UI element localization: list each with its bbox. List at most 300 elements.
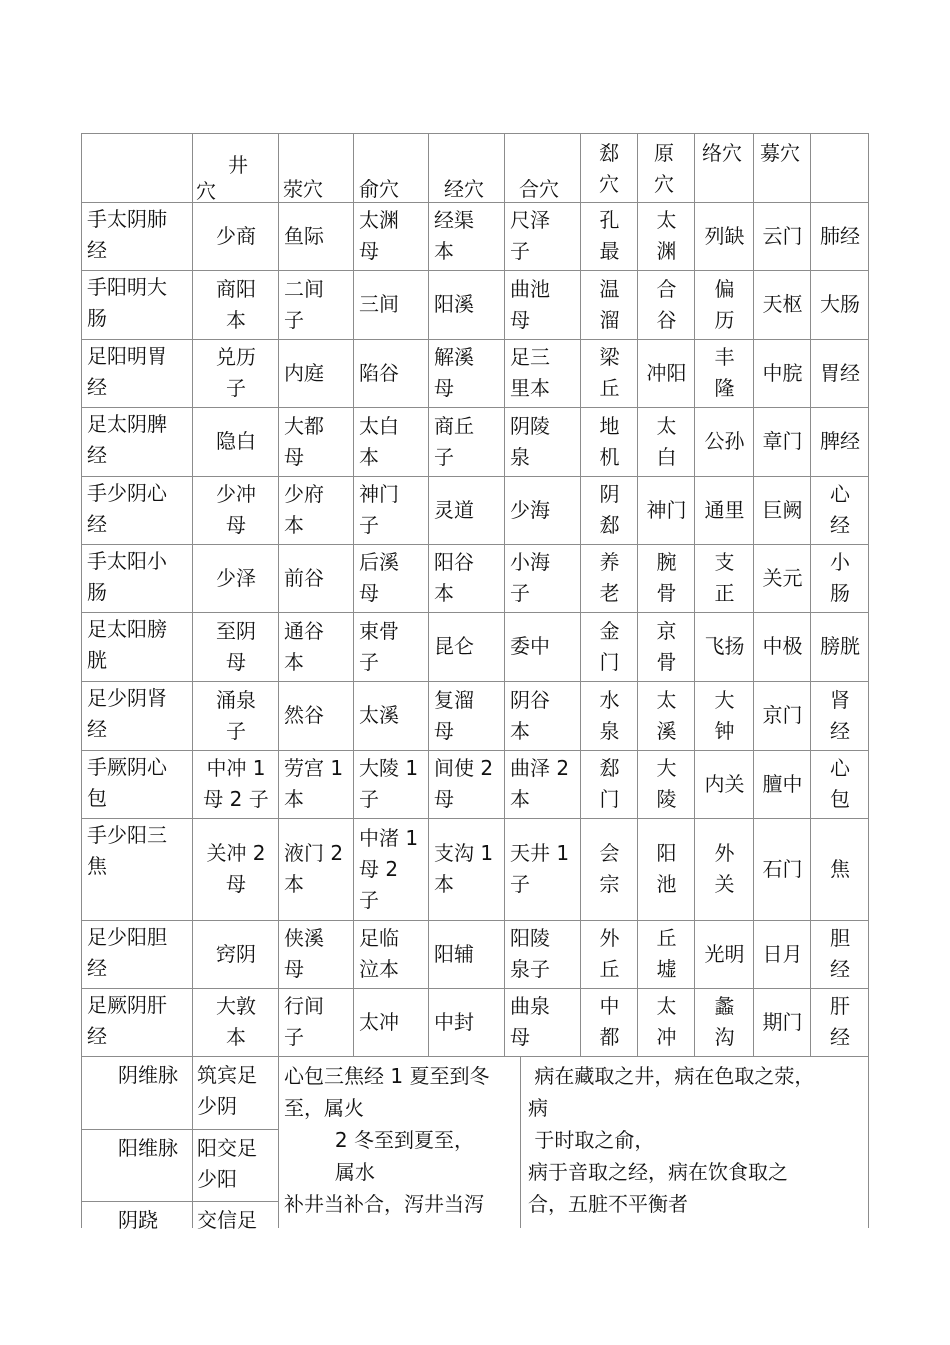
row-1-jingxue-cell-line: 本 bbox=[434, 239, 454, 263]
row-6-name-cell bbox=[87, 546, 188, 608]
row-11-shu-cell-line: 泣本 bbox=[359, 957, 399, 981]
row-10-jing-cell bbox=[198, 838, 274, 900]
row-5-he-cell bbox=[510, 495, 576, 526]
bottom-right-note-line: 病在藏取之井，病在色取之荥， bbox=[528, 1064, 815, 1088]
row-1-shu-cell-line: 母 bbox=[359, 239, 379, 263]
row-6-yuan-cell-line: 腕 bbox=[656, 550, 677, 574]
row-9-mu-cell bbox=[759, 769, 806, 800]
table-row-line bbox=[81, 270, 869, 271]
row-3-last-cell-line: 胃经 bbox=[820, 361, 860, 385]
row-10-jing-cell-line: 关冲 2 bbox=[206, 841, 266, 865]
row-2-he-cell-line: 曲池 bbox=[510, 277, 550, 301]
row-10-he-cell-line: 天井 1 bbox=[510, 841, 570, 865]
row-3-shu-cell-line: 陷谷 bbox=[359, 361, 399, 385]
row-8-name-cell-line: 足少阴肾 bbox=[87, 686, 167, 710]
row-10-shu-cell-line: 中渚 1 bbox=[359, 826, 419, 850]
row-11-yuan-cell-line: 丘 bbox=[656, 926, 677, 950]
row-12-he-cell-line: 母 bbox=[510, 1025, 530, 1049]
row-10-yuan-cell bbox=[643, 838, 690, 900]
row-7-jingxue-cell bbox=[434, 631, 500, 662]
row-3-mu-cell bbox=[759, 358, 806, 389]
row-4-he-cell bbox=[510, 411, 576, 473]
row-7-yuan-cell bbox=[643, 616, 690, 678]
row-6-xi-cell-line: 养 bbox=[599, 550, 620, 574]
header-luo: 络穴 bbox=[702, 141, 742, 165]
row-11-jing-cell bbox=[198, 939, 274, 970]
row-7-ying-cell-line: 通谷 bbox=[284, 619, 324, 643]
row-3-he-cell-line: 足三 bbox=[510, 345, 550, 369]
row-8-jing-cell-line: 子 bbox=[226, 719, 246, 743]
row-10-ying-cell-line: 液门 2 bbox=[284, 841, 344, 865]
row-3-luo-cell bbox=[700, 342, 749, 404]
row-5-shu-cell bbox=[359, 479, 424, 541]
row-3-jingxue-cell bbox=[434, 342, 500, 404]
table-row-line bbox=[81, 681, 869, 682]
row-5-name-cell bbox=[87, 478, 188, 540]
row-3-luo-cell-line: 丰 bbox=[714, 345, 735, 369]
table-column-line bbox=[810, 133, 811, 1056]
table-row-line bbox=[81, 988, 869, 989]
row-9-yuan-cell bbox=[643, 753, 690, 815]
row-6-yuan-cell bbox=[643, 547, 690, 609]
row-8-xi-cell bbox=[586, 685, 633, 747]
row-6-shu-cell-line: 后溪 bbox=[359, 550, 399, 574]
row-9-luo-cell bbox=[700, 769, 749, 800]
row-5-jing-cell-line: 少冲 bbox=[216, 482, 256, 506]
row-1-last-cell-line: 肺经 bbox=[820, 224, 860, 248]
table-column-line bbox=[637, 133, 638, 1056]
table-column-line bbox=[868, 133, 869, 1056]
mai-xue-3-line: 交信足 bbox=[197, 1208, 257, 1232]
row-5-jingxue-cell bbox=[434, 495, 500, 526]
row-6-xi-cell bbox=[586, 547, 633, 609]
row-6-luo-cell bbox=[700, 547, 749, 609]
row-2-jingxue-cell bbox=[434, 289, 500, 320]
row-12-xi-cell-line: 中 bbox=[599, 994, 620, 1018]
row-6-mu-cell bbox=[759, 563, 806, 594]
row-11-he-cell-line: 阳陵 bbox=[510, 926, 550, 950]
row-9-luo-cell-line: 内关 bbox=[704, 772, 745, 796]
row-12-last-cell bbox=[816, 991, 864, 1053]
row-1-xi-cell-line: 孔 bbox=[599, 208, 620, 232]
row-12-yuan-cell bbox=[643, 991, 690, 1053]
row-10-shu-cell bbox=[359, 823, 424, 916]
row-9-jingxue-cell-line: 间使 2 bbox=[434, 756, 494, 780]
row-10-name-cell-line: 手少阳三 bbox=[87, 823, 167, 847]
row-7-luo-cell-line: 飞扬 bbox=[704, 634, 745, 658]
row-11-last-cell-line: 经 bbox=[830, 957, 850, 981]
row-2-ying-cell bbox=[284, 274, 349, 336]
table-row-line bbox=[81, 1056, 869, 1057]
row-10-ying-cell-line: 本 bbox=[284, 872, 304, 896]
row-11-last-cell bbox=[816, 923, 864, 985]
row-12-name-cell-line: 足厥阴肝 bbox=[87, 993, 167, 1017]
row-1-ying-cell bbox=[284, 221, 349, 252]
row-12-luo-cell bbox=[700, 991, 749, 1053]
table-row-line bbox=[81, 612, 869, 613]
row-11-ying-cell bbox=[284, 923, 349, 985]
row-6-luo-cell-line: 正 bbox=[714, 581, 735, 605]
row-10-xi-cell bbox=[586, 838, 633, 900]
row-2-ying-cell-line: 子 bbox=[284, 308, 304, 332]
row-3-xi-cell-line: 梁 bbox=[599, 345, 620, 369]
row-11-jingxue-cell bbox=[434, 939, 500, 970]
row-4-yuan-cell-line: 白 bbox=[656, 445, 677, 469]
row-1-mu-cell bbox=[759, 221, 806, 252]
row-6-last-cell-line: 小 bbox=[830, 550, 850, 574]
row-3-mu-cell-line: 中脘 bbox=[762, 361, 803, 385]
row-10-last-cell-line: 焦 bbox=[830, 857, 850, 881]
row-4-jing-cell-line: 隐白 bbox=[216, 429, 256, 453]
row-12-jingxue-cell bbox=[434, 1007, 500, 1038]
table-row-line bbox=[81, 339, 869, 340]
bottom-middle-note-line: 属水 bbox=[284, 1160, 375, 1184]
row-4-xi-cell bbox=[586, 411, 633, 473]
row-5-ying-cell-line: 本 bbox=[284, 513, 304, 537]
row-5-last-cell-line: 经 bbox=[830, 513, 850, 537]
row-7-name-cell-line: 足太阳膀 bbox=[87, 617, 167, 641]
row-6-last-cell-line: 肠 bbox=[830, 581, 850, 605]
row-7-mu-cell bbox=[759, 631, 806, 662]
row-12-xi-cell-line: 都 bbox=[599, 1025, 620, 1049]
bottom-middle-note-line: 至，属火 bbox=[284, 1096, 364, 1120]
row-6-shu-cell bbox=[359, 547, 424, 609]
row-5-mu-cell-line: 巨阙 bbox=[762, 498, 803, 522]
header-yuan-line: 穴 bbox=[654, 172, 674, 196]
row-5-shu-cell-line: 子 bbox=[359, 513, 379, 537]
row-8-yuan-cell bbox=[643, 685, 690, 747]
row-1-jing-cell bbox=[198, 221, 274, 252]
row-12-yuan-cell-line: 太 bbox=[656, 994, 677, 1018]
row-9-last-cell-line: 心 bbox=[830, 756, 850, 780]
row-2-yuan-cell-line: 合 bbox=[656, 277, 677, 301]
row-2-last-cell-line: 大肠 bbox=[820, 292, 860, 316]
row-9-name-cell bbox=[87, 752, 188, 814]
row-9-shu-cell-line: 子 bbox=[359, 787, 379, 811]
row-10-luo-cell-line: 外 bbox=[714, 841, 735, 865]
row-5-shu-cell-line: 神门 bbox=[359, 482, 399, 506]
row-9-ying-cell-line: 本 bbox=[284, 787, 304, 811]
row-12-last-cell-line: 经 bbox=[830, 1025, 850, 1049]
row-2-xi-cell-line: 温 bbox=[599, 277, 620, 301]
bottom-right-border bbox=[868, 1056, 869, 1228]
bottom-xue-divider bbox=[278, 1056, 279, 1228]
row-2-he-cell bbox=[510, 274, 576, 336]
row-10-yuan-cell-line: 阳 bbox=[656, 841, 677, 865]
table-row-line bbox=[81, 818, 869, 819]
mai-xue-3 bbox=[197, 1205, 277, 1236]
row-6-jing-cell-line: 少泽 bbox=[216, 566, 256, 590]
row-11-xi-cell-line: 外 bbox=[599, 926, 620, 950]
row-3-jingxue-cell-line: 解溪 bbox=[434, 345, 474, 369]
row-8-mu-cell-line: 京门 bbox=[762, 703, 803, 727]
table-column-line bbox=[694, 133, 695, 1056]
row-8-jingxue-cell-line: 母 bbox=[434, 719, 454, 743]
row-6-he-cell-line: 子 bbox=[510, 581, 530, 605]
row-11-yuan-cell bbox=[643, 923, 690, 985]
row-8-xi-cell-line: 泉 bbox=[599, 719, 620, 743]
row-4-ying-cell-line: 母 bbox=[284, 445, 304, 469]
row-1-jing-cell-line: 少商 bbox=[216, 224, 256, 248]
row-11-he-cell bbox=[510, 923, 576, 985]
row-11-luo-cell-line: 光明 bbox=[704, 942, 745, 966]
row-12-jing-cell bbox=[198, 991, 274, 1053]
table-column-line bbox=[580, 133, 581, 1056]
row-7-shu-cell-line: 子 bbox=[359, 650, 379, 674]
header-jingxue: 经穴 bbox=[444, 177, 484, 201]
row-8-he-cell-line: 阴谷 bbox=[510, 688, 550, 712]
row-4-mu-cell bbox=[759, 426, 806, 457]
row-2-luo-cell-line: 偏 bbox=[714, 277, 735, 301]
row-4-last-cell bbox=[816, 426, 864, 457]
row-11-he-cell-line: 泉子 bbox=[510, 957, 550, 981]
table-column-line bbox=[753, 133, 754, 1056]
row-10-luo-cell-line: 关 bbox=[714, 872, 735, 896]
row-4-yuan-cell-line: 太 bbox=[656, 414, 677, 438]
row-1-luo-cell-line: 列缺 bbox=[704, 224, 745, 248]
row-6-last-cell bbox=[816, 547, 864, 609]
row-5-last-cell bbox=[816, 479, 864, 541]
row-11-mu-cell bbox=[759, 939, 806, 970]
row-7-he-cell bbox=[510, 631, 576, 662]
bottom-note-divider bbox=[520, 1056, 521, 1228]
header-mu: 募穴 bbox=[760, 141, 800, 165]
row-2-name-cell-line: 肠 bbox=[87, 306, 107, 330]
row-1-he-cell-line: 子 bbox=[510, 239, 530, 263]
header-yuan-line: 原 bbox=[654, 141, 674, 165]
row-11-name-cell bbox=[87, 922, 188, 984]
table-column-line bbox=[428, 133, 429, 1056]
row-6-he-cell-line: 小海 bbox=[510, 550, 550, 574]
header-jing-bottom bbox=[196, 176, 226, 207]
row-5-mu-cell bbox=[759, 495, 806, 526]
row-3-name-cell bbox=[87, 341, 188, 403]
row-12-shu-cell-line: 太冲 bbox=[359, 1010, 399, 1034]
row-3-he-cell-line: 里本 bbox=[510, 376, 550, 400]
row-1-shu-cell bbox=[359, 205, 424, 267]
row-7-ying-cell bbox=[284, 616, 349, 678]
row-2-jing-cell-line: 本 bbox=[226, 308, 246, 332]
row-1-luo-cell bbox=[700, 221, 749, 252]
row-9-jing-cell-line: 中冲 1 bbox=[206, 756, 266, 780]
row-5-luo-cell bbox=[700, 495, 749, 526]
row-12-yuan-cell-line: 冲 bbox=[656, 1025, 677, 1049]
row-6-ying-cell bbox=[284, 563, 349, 594]
row-4-shu-cell-line: 本 bbox=[359, 445, 379, 469]
row-4-luo-cell-line: 公孙 bbox=[704, 429, 745, 453]
row-9-he-cell bbox=[510, 753, 576, 815]
row-2-mu-cell-line: 天枢 bbox=[762, 292, 803, 316]
row-1-yuan-cell bbox=[643, 205, 690, 267]
row-7-jingxue-cell-line: 昆仑 bbox=[434, 634, 474, 658]
row-1-last-cell bbox=[816, 221, 864, 252]
row-11-mu-cell-line: 日月 bbox=[762, 942, 803, 966]
row-7-jing-cell-line: 至阴 bbox=[216, 619, 256, 643]
row-11-ying-cell-line: 母 bbox=[284, 957, 304, 981]
row-4-jingxue-cell-line: 商丘 bbox=[434, 414, 474, 438]
header-xi-line: 穴 bbox=[599, 172, 619, 196]
bottom-right-note bbox=[528, 1060, 866, 1220]
row-10-he-cell bbox=[510, 838, 576, 900]
row-10-shu-cell-line: 母 2 bbox=[359, 857, 399, 881]
row-12-ying-cell-line: 行间 bbox=[284, 994, 324, 1018]
row-9-jing-cell bbox=[198, 753, 274, 815]
table-row-line bbox=[81, 476, 869, 477]
table-row-line bbox=[81, 133, 869, 134]
row-5-name-cell-line: 经 bbox=[87, 512, 107, 536]
row-8-jingxue-cell-line: 复溜 bbox=[434, 688, 474, 712]
row-11-ying-cell-line: 侠溪 bbox=[284, 926, 324, 950]
row-9-ying-cell-line: 劳宫 1 bbox=[284, 756, 344, 780]
row-6-jing-cell bbox=[198, 563, 274, 594]
row-12-shu-cell bbox=[359, 1007, 424, 1038]
row-10-jing-cell-line: 母 bbox=[226, 872, 246, 896]
row-10-yuan-cell-line: 池 bbox=[656, 872, 677, 896]
mai-name-3: 阴跷 bbox=[118, 1208, 158, 1232]
row-4-jing-cell bbox=[198, 426, 274, 457]
row-7-ying-cell-line: 本 bbox=[284, 650, 304, 674]
row-12-mu-cell bbox=[759, 1007, 806, 1038]
row-1-xi-cell-line: 最 bbox=[599, 239, 620, 263]
row-4-mu-cell-line: 章门 bbox=[762, 429, 803, 453]
row-5-jing-cell bbox=[198, 479, 274, 541]
row-4-shu-cell bbox=[359, 411, 424, 473]
row-4-last-cell-line: 脾经 bbox=[820, 429, 860, 453]
row-8-jing-cell bbox=[198, 685, 274, 747]
row-12-name-cell-line: 经 bbox=[87, 1024, 107, 1048]
row-4-yuan-cell bbox=[643, 411, 690, 473]
row-7-jing-cell-line: 母 bbox=[226, 650, 246, 674]
row-2-shu-cell bbox=[359, 289, 424, 320]
row-6-name-cell-line: 肠 bbox=[87, 580, 107, 604]
mai-xue-2-line: 阳交足 bbox=[197, 1136, 257, 1160]
row-4-name-cell-line: 经 bbox=[87, 443, 107, 467]
row-4-he-cell-line: 阴陵 bbox=[510, 414, 550, 438]
row-4-he-cell-line: 泉 bbox=[510, 445, 530, 469]
row-3-he-cell bbox=[510, 342, 576, 404]
table-row-line bbox=[81, 920, 869, 921]
row-2-shu-cell-line: 三间 bbox=[359, 292, 399, 316]
row-9-yuan-cell-line: 陵 bbox=[656, 787, 677, 811]
table-column-line bbox=[192, 133, 193, 1056]
row-2-last-cell bbox=[816, 289, 864, 320]
row-4-name-cell bbox=[87, 409, 188, 471]
row-11-shu-cell bbox=[359, 923, 424, 985]
row-8-last-cell-line: 经 bbox=[830, 719, 850, 743]
row-12-name-cell bbox=[87, 990, 188, 1052]
row-10-last-cell bbox=[816, 854, 864, 885]
header-he: 合穴 bbox=[519, 177, 559, 201]
row-11-last-cell-line: 胆 bbox=[830, 926, 850, 950]
row-4-jingxue-cell-line: 子 bbox=[434, 445, 454, 469]
row-6-luo-cell-line: 支 bbox=[714, 550, 735, 574]
row-5-he-cell-line: 少海 bbox=[510, 498, 550, 522]
row-7-luo-cell bbox=[700, 631, 749, 662]
row-2-jing-cell-line: 商阳 bbox=[216, 277, 256, 301]
row-2-luo-cell bbox=[700, 274, 749, 336]
row-11-name-cell-line: 经 bbox=[87, 956, 107, 980]
table-column-line bbox=[504, 133, 505, 1056]
row-7-name-cell bbox=[87, 614, 188, 676]
row-5-jingxue-cell-line: 灵道 bbox=[434, 498, 474, 522]
row-5-ying-cell-line: 少府 bbox=[284, 482, 324, 506]
row-3-name-cell-line: 经 bbox=[87, 375, 107, 399]
row-10-name-cell-line: 焦 bbox=[87, 854, 107, 878]
bottom-middle-note bbox=[284, 1060, 516, 1220]
row-6-jingxue-cell bbox=[434, 547, 500, 609]
row-9-shu-cell-line: 大陵 1 bbox=[359, 756, 419, 780]
mai-xue-1 bbox=[197, 1060, 277, 1122]
row-5-ying-cell bbox=[284, 479, 349, 541]
row-7-name-cell-line: 胱 bbox=[87, 648, 107, 672]
header-yuan bbox=[654, 138, 684, 200]
bottom-right-note-line: 合，五脏不平衡者 bbox=[528, 1192, 688, 1216]
table-column-line bbox=[278, 133, 279, 1056]
row-10-jingxue-cell bbox=[434, 838, 500, 900]
row-9-mu-cell-line: 膻中 bbox=[762, 772, 803, 796]
bottom-right-note-line: 于时取之俞， bbox=[528, 1128, 655, 1152]
row-9-jing-cell-line: 母 2 子 bbox=[203, 787, 269, 811]
row-11-jingxue-cell-line: 阳辅 bbox=[434, 942, 474, 966]
row-8-jing-cell-line: 涌泉 bbox=[216, 688, 256, 712]
row-5-xi-cell-line: 阴 bbox=[599, 482, 620, 506]
row-5-name-cell-line: 手少阴心 bbox=[87, 481, 167, 505]
row-12-he-cell-line: 曲泉 bbox=[510, 994, 550, 1018]
row-4-xi-cell-line: 地 bbox=[599, 414, 620, 438]
row-10-he-cell-line: 子 bbox=[510, 872, 530, 896]
row-11-luo-cell bbox=[700, 939, 749, 970]
row-12-last-cell-line: 肝 bbox=[830, 994, 850, 1018]
row-7-xi-cell bbox=[586, 616, 633, 678]
row-1-name-cell-line: 手太阴肺 bbox=[87, 207, 167, 231]
row-2-yuan-cell-line: 谷 bbox=[656, 308, 677, 332]
bottom-left-border bbox=[81, 1056, 82, 1228]
row-8-shu-cell-line: 太溪 bbox=[359, 703, 399, 727]
row-4-luo-cell bbox=[700, 426, 749, 457]
row-2-xi-cell bbox=[586, 274, 633, 336]
row-12-ying-cell bbox=[284, 991, 349, 1053]
row-12-he-cell bbox=[510, 991, 576, 1053]
row-1-name-cell-line: 经 bbox=[87, 238, 107, 262]
mai-xue-2 bbox=[197, 1133, 277, 1195]
row-2-yuan-cell bbox=[643, 274, 690, 336]
row-3-name-cell-line: 足阳明胃 bbox=[87, 344, 167, 368]
row-5-yuan-cell-line: 神门 bbox=[646, 498, 687, 522]
row-3-jingxue-cell-line: 母 bbox=[434, 376, 454, 400]
row-1-jingxue-cell bbox=[434, 205, 500, 267]
header-xi bbox=[599, 138, 629, 200]
mai-xue-1-line: 少阴 bbox=[197, 1094, 237, 1118]
row-5-last-cell-line: 心 bbox=[830, 482, 850, 506]
row-7-last-cell bbox=[816, 631, 864, 662]
row-9-jingxue-cell bbox=[434, 753, 500, 815]
row-9-he-cell-line: 曲泽 2 bbox=[510, 756, 570, 780]
row-6-name-cell-line: 手太阳小 bbox=[87, 549, 167, 573]
row-12-xi-cell bbox=[586, 991, 633, 1053]
table-row-line bbox=[81, 544, 869, 545]
row-8-luo-cell-line: 大 bbox=[714, 688, 735, 712]
row-7-shu-cell bbox=[359, 616, 424, 678]
mai-xue-1-line: 筑宾足 bbox=[197, 1063, 257, 1087]
row-12-jing-cell-line: 本 bbox=[226, 1025, 246, 1049]
row-9-last-cell bbox=[816, 753, 864, 815]
row-2-xi-cell-line: 溜 bbox=[599, 308, 620, 332]
row-12-jingxue-cell-line: 中封 bbox=[434, 1010, 474, 1034]
row-7-yuan-cell-line: 京 bbox=[656, 619, 677, 643]
row-1-yuan-cell-line: 太 bbox=[656, 208, 677, 232]
row-8-luo-cell bbox=[700, 685, 749, 747]
row-8-yuan-cell-line: 溪 bbox=[656, 719, 677, 743]
